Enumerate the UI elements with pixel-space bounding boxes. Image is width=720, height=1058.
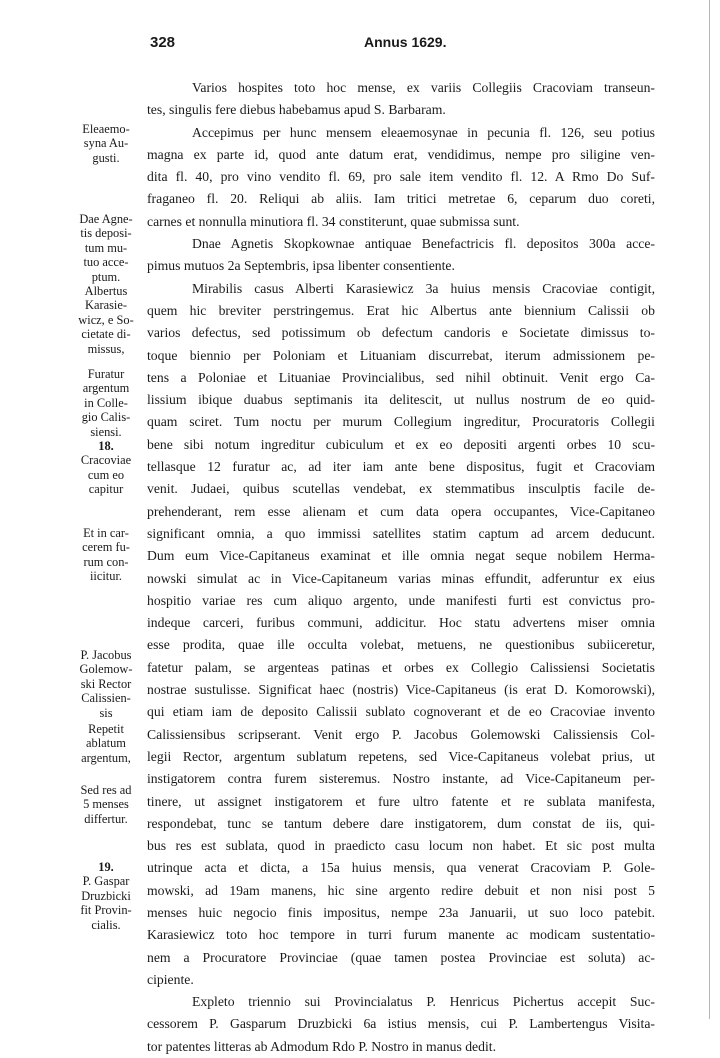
text-line: nostrae sustulisse. Significat haec (nostris) Vice-Capitaneus (is erat D. Komorowski),	[147, 682, 655, 698]
margin-note-line: argentum,	[81, 750, 131, 765]
text-line: dita fl. 40, pro vino vendito fl. 69, pro sale item vendito fl. 12. A Rmo Do Suf-	[147, 169, 655, 185]
text-line: esse prodita, quae ille occulta volebat, metuens, ne questionibus subiiceretur,	[147, 637, 655, 653]
margin-note-line: Furatur	[87, 367, 125, 381]
text-line: hospitio variae res cum aliquo argento, unde manifesti furti est convictus pro-	[147, 592, 655, 608]
margin-note-line: Karasie-	[85, 298, 127, 313]
margin-note-agnetis	[68, 212, 144, 356]
margin-note-furatur	[68, 367, 144, 497]
margin-note-line: Eleaemo-	[82, 122, 130, 136]
margin-note-line: sis	[99, 705, 113, 720]
margin-note-druzbicki	[68, 860, 144, 932]
margin-note-line: Dae Agne-	[79, 212, 133, 226]
text-line: Dum eum Vice-Capitaneus examinat et ille omnia negat seque nobilem Herma-	[147, 548, 655, 564]
text-line: varios defectus, sed potissimum ob defectum candoris e Societate dimissus to-	[147, 325, 655, 341]
margin-note-line: capitur	[88, 482, 124, 497]
text-line: Accepimus per hunc mensem eleaemosynae in pecunia fl. 126, seu potius	[192, 124, 655, 140]
text-line: prehenderant, rem esse alienam et cum data opera occupantes, Vice-Capitaneo	[147, 503, 655, 519]
margin-note-line: Sed res ad	[80, 783, 132, 797]
text-line: respondebat, tunc se tantum debere dare instigatorem, dum constat de iis, qui-	[147, 815, 655, 831]
margin-note-line: P. Jacobus	[80, 648, 132, 662]
text-line: significant omnia, a quo immissi satellites statim captum ad arcem deducunt.	[147, 525, 655, 541]
running-title: Annus 1629.	[364, 34, 447, 50]
text-line: Karasiewicz toto hoc tempore in turri furum manente ac modicam sustentatio-	[147, 927, 655, 943]
text-line: quem hic breviter perstringemus. Erat hic Albertus ante biennium Calissii ob	[147, 302, 655, 318]
text-line: fatetur palam, se argenteas patinas et orbes ex Collegio Calissiensi Societatis	[147, 659, 655, 675]
margin-note-line: tum mu-	[84, 240, 128, 255]
text-line: quam sciret. Tum noctu per murum Collegium ingreditur, Procuratoris Collegii	[147, 414, 655, 430]
margin-note-line: gio Calis-	[81, 410, 131, 425]
margin-note-line: rum con-	[83, 554, 129, 569]
text-line: tellasque 12 furatur ac, ad iter iam ante bene dispositus, fugit et Cracoviam	[147, 459, 655, 475]
page-header	[0, 34, 720, 56]
text-line: Dnae Agnetis Skopkownae antiquae Benefactricis fl. depositos 300a acce-	[192, 236, 655, 252]
text-line: toque biennio per Poloniam et Lituaniam discurrebat, iterum admissionem pe-	[147, 347, 655, 363]
text-line: legii Rector, argentum sublatum repetens, sed Vice-Capitaneus volebat prius, ut	[147, 748, 655, 764]
text-line: lissium ibique duabus septimanis ita delitescit, ut nullus nostrum de eo quid-	[147, 392, 655, 408]
margin-note-line: Cracoviae	[80, 453, 132, 468]
margin-note-line: wicz, e So-	[78, 312, 134, 327]
margin-note-line: Druzbicki	[81, 888, 131, 903]
margin-note-line: argentum	[82, 381, 130, 396]
text-line: fraganeo fl. 20. Reliqui ab aliis. Iam tritici metretae 6, ceparum duo coreti,	[147, 191, 655, 207]
margin-note-eleaemosyna	[68, 122, 144, 165]
text-line: bene sibi notum ingreditur cubiculum et ex eo depositi argenti orbes 10 scu-	[147, 436, 655, 452]
margin-note-line: cialis.	[91, 917, 121, 932]
margin-note-line: tis deposi-	[80, 226, 132, 241]
text-line: pimus mutuos 2a Septembris, ipsa libenter consentiente.	[147, 258, 455, 274]
text-line: nem a Procuratore Provinciae (quae tamen postea Provinciae est soluta) ac-	[147, 949, 655, 965]
margin-note-line: P. Gaspar	[82, 874, 130, 889]
margin-note-line: Repetit	[88, 722, 124, 736]
margin-note-golemowski	[68, 648, 144, 720]
margin-note-line: ski Rector	[80, 676, 132, 691]
margin-note-line: ptum.	[91, 269, 121, 284]
text-line: tinere, ut assignet instigatorem et fure ultro fatente et re sublata manifesta,	[147, 793, 655, 809]
text-line: indeque carceri, furibus communi, addicitur. Hoc statu advertens miser omnia	[147, 615, 655, 631]
text-line: bus res est sublata, quod in praedicto casu locum non habet. Et sic post multa	[147, 838, 655, 854]
text-line: cessorem P. Gasparum Druzbicki 6a istius mensis, cui P. Lambertengus Visita-	[147, 1016, 655, 1032]
text-line: Varios hospites toto hoc mense, ex variis Collegiis Cracoviam transeun-	[192, 80, 655, 95]
margin-note-line: ablatum	[86, 736, 126, 751]
page-number: 328	[150, 34, 176, 51]
text-line: tens a Poloniae et Lituaniae Provincialibus, sed nihil obtinuit. Venit ergo Ca-	[147, 369, 655, 385]
margin-note-line: 18.	[98, 439, 114, 454]
margin-note-line: Calissien-	[81, 691, 131, 706]
text-line: menses huic negocio finis impositus, nempe 23a Januarii, ut suo loco patebit.	[147, 904, 655, 920]
margin-note-line: cerem fu-	[82, 540, 130, 555]
text-line: carnes et nonnulla minutiora fl. 34 constiterunt, quae submissa sunt.	[147, 213, 520, 229]
text-line: nowski simulat ac in Vice-Capitaneum varias minas effundit, adferuntur ex eius	[147, 570, 655, 586]
text-line: tor patentes litteras ab Admodum Rdo P. Nostro in manus dedit.	[147, 1038, 496, 1054]
text-line: mowski, ad 19am manens, hic sine argento redire debuit et non nisi post 5	[147, 882, 655, 898]
text-line: instigatorem contra furem sisteremus. Nostro instante, ad Vice-Capitaneum per-	[147, 771, 655, 787]
scan-edge-line	[709, 0, 710, 1019]
margin-note-line: 19.	[98, 860, 114, 874]
margin-note-line: Albertus	[84, 284, 128, 299]
text-line: tes, singulis fere diebus habebamus apud S. Barbaram.	[147, 102, 446, 118]
margin-note-line: 5 menses	[83, 797, 129, 812]
text-line: Expleto triennio sui Provincialatus P. Henricus Pichertus accepit Suc-	[192, 994, 655, 1010]
text-line: qui etiam iam de deposito Calissii sublato cognoverant et de eo Cracoviae invento	[147, 704, 655, 720]
margin-note-repetit	[68, 722, 144, 765]
margin-note-sed-res	[68, 783, 144, 826]
margin-note-line: siensi.	[90, 424, 122, 439]
margin-note-line: iicitur.	[89, 569, 122, 584]
text-line: Mirabilis casus Alberti Karasiewicz 3a huius mensis Cracoviae contigit,	[192, 280, 655, 296]
text-line: cipiente.	[147, 971, 194, 987]
text-line: venit. Judaei, quibus scutellas vendebat, ex stemmatibus insculptis facile de-	[147, 481, 655, 497]
margin-note-line: Et in car-	[83, 526, 129, 540]
margin-note-line: Golemow-	[79, 662, 133, 677]
margin-note-line: syna Au-	[83, 136, 129, 151]
text-line: Calissiensibus scripserant. Venit ergo P. Jacobus Golemowski Calissiensis Col-	[147, 726, 655, 742]
margin-note-line: differtur.	[84, 811, 128, 826]
margin-note-line: cietate di-	[81, 327, 131, 342]
margin-note-carcerem	[68, 526, 144, 584]
margin-note-line: gusti.	[92, 150, 120, 165]
margin-note-line: fit Provin-	[80, 903, 132, 918]
margin-note-line: cum eo	[87, 467, 125, 482]
text-line: utrinque acta et dicta, a 15a huius mensis, qua venerat Cracoviam P. Gole-	[147, 860, 655, 876]
margin-note-line: tuo acce-	[83, 255, 129, 270]
margin-note-line: in Colle-	[84, 395, 128, 410]
text-line: magna ex parte id, quod ante datum erat, vendidimus, nempe pro siligine ven-	[147, 146, 655, 162]
margin-note-line: missus,	[87, 341, 125, 356]
main-text-block	[147, 77, 655, 1058]
